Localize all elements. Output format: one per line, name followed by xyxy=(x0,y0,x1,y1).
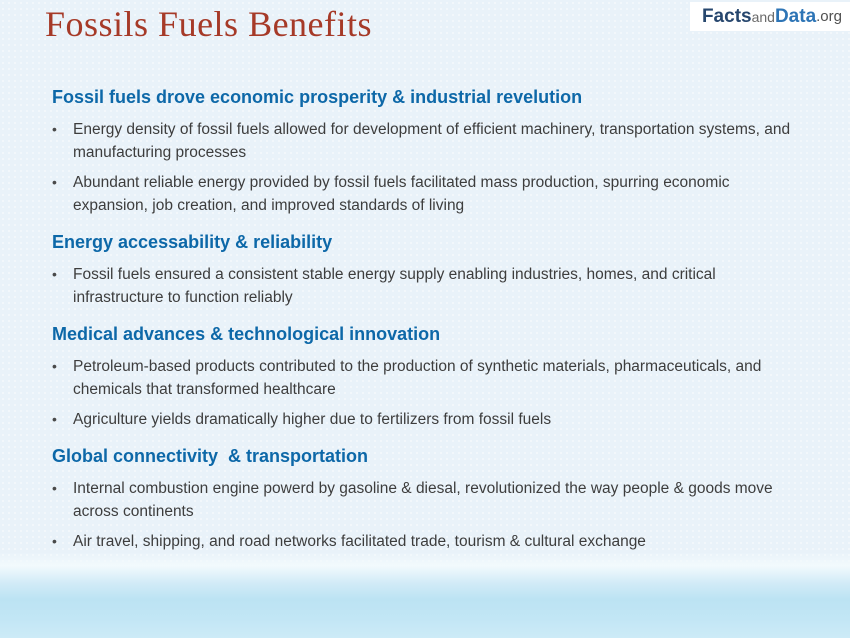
section-heading-global-connectivity: Global connectivity & transportation xyxy=(52,446,369,466)
bullet-item xyxy=(52,355,808,401)
bullet-item xyxy=(52,118,808,164)
decorative-wave-footer xyxy=(0,552,850,638)
logo-data-text: Data xyxy=(774,5,817,27)
bullet-text: Abundant reliable energy provided by fossil fuels facilitated mass production, spurring economic expansion, job creation, and improved standards of living xyxy=(73,174,730,214)
bullet-text: Petroleum-based products contributed to the production of synthetic materials, pharmaceuticals, and chemicals that transformed healthcare xyxy=(73,358,762,398)
bullet-icon: • xyxy=(52,480,57,496)
slide-title: Fossils Fuels Benefits xyxy=(45,4,373,44)
bullet-item xyxy=(52,530,808,553)
logo-facts-text: Facts xyxy=(701,5,752,27)
logo-org-text: .org xyxy=(816,8,842,25)
bullet-item xyxy=(52,477,808,523)
bullet-icon: • xyxy=(52,411,57,427)
section-heading-medical-advances: Medical advances & technological innovation xyxy=(52,324,441,344)
slide-body xyxy=(52,86,808,560)
bullet-text: Air travel, shipping, and road networks facilitated trade, tourism & cultural exchange xyxy=(73,533,646,550)
bullet-text: Energy density of fossil fuels allowed for development of efficient machinery, transportation systems, and manufacturing processes xyxy=(73,121,791,161)
bullet-item xyxy=(52,171,808,217)
section-heading-economic-prosperity: Fossil fuels drove economic prosperity & industrial revelution xyxy=(52,87,583,107)
bullet-icon: • xyxy=(52,533,57,549)
bullet-text: Fossil fuels ensured a consistent stable energy supply enabling industries, homes, and critical infrastructure to function reliably xyxy=(73,266,716,306)
bullet-icon: • xyxy=(52,266,57,282)
bullet-text: Agriculture yields dramatically higher due to fertilizers from fossil fuels xyxy=(73,411,552,428)
section-heading-energy-accessability: Energy accessability & reliability xyxy=(52,232,333,252)
bullet-icon: • xyxy=(52,358,57,374)
bullet-item xyxy=(52,408,808,431)
bullet-text: Internal combustion engine powerd by gasoline & diesal, revolutionized the way people & goods move across continents xyxy=(73,480,773,520)
bullet-icon: • xyxy=(52,174,57,190)
factsanddata-logo xyxy=(690,2,850,31)
bullet-item xyxy=(52,263,808,309)
bullet-icon: • xyxy=(52,121,57,137)
logo-and-text: and xyxy=(751,8,775,25)
